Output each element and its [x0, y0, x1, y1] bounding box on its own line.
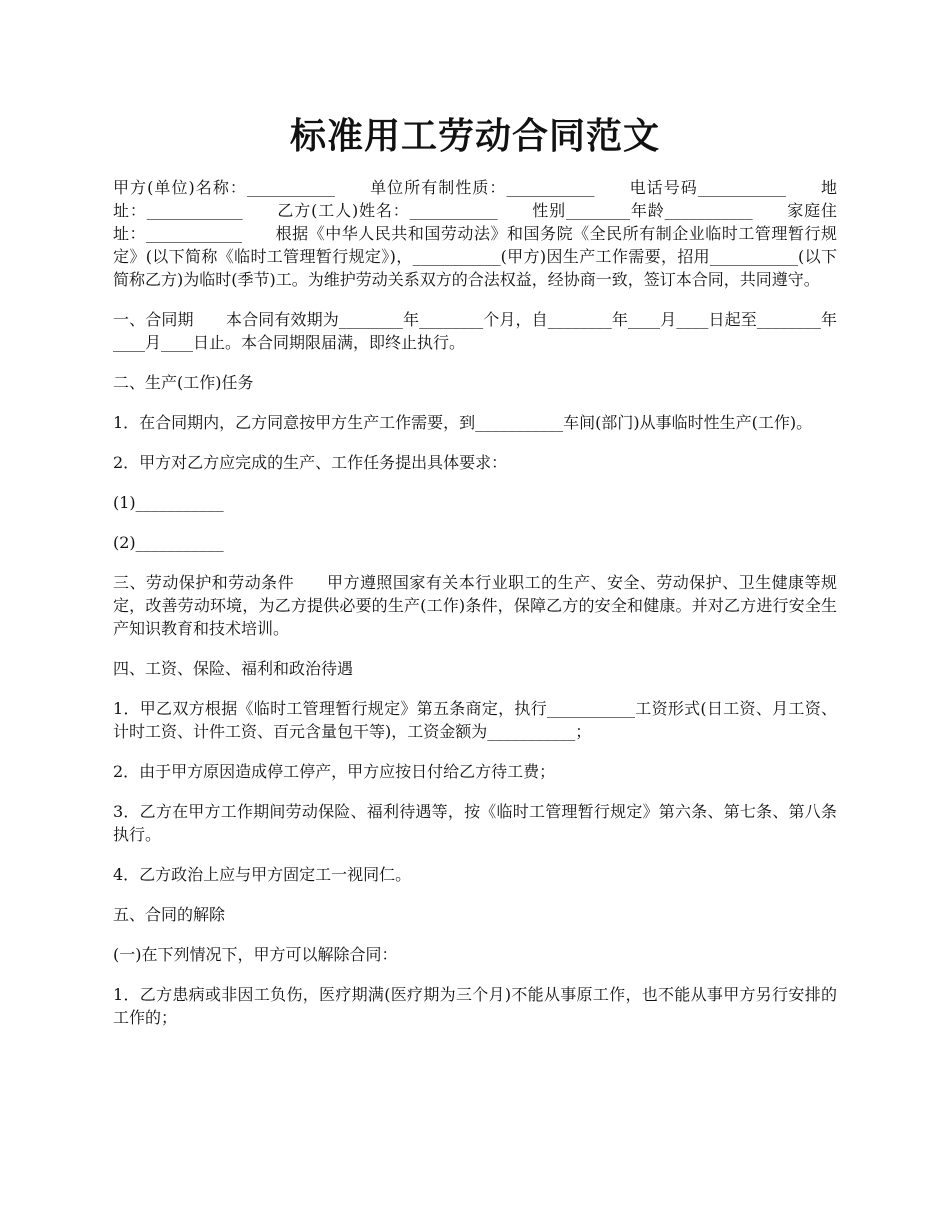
- document-page: [113, 108, 837, 1046]
- section-heading-wages: 四、工资、保险、福利和政治待遇: [113, 659, 354, 678]
- section-heading-termination: 五、合同的解除: [113, 905, 226, 924]
- wages-clause-3: 3．乙方在甲方工作期间劳动保险、福利待遇等，按《临时工管理暂行规定》第六条、第七条、第八条执行。: [113, 802, 837, 844]
- task-clause-2: 2．甲方对乙方应完成的生产、工作任务提出具体要求：: [113, 453, 508, 472]
- task-item-2: (2)___________: [113, 533, 224, 552]
- task-item-1: (1)___________: [113, 493, 224, 512]
- termination-subheading: (一)在下列情况下，甲方可以解除合同：: [113, 945, 398, 964]
- section-contract-term: 一、合同期 本合同有效期为________年________个月，自________年____月____日起至________年____月____日止。本合同期限届满，即终止执行。: [113, 310, 837, 352]
- wages-clause-4: 4．乙方政治上应与甲方固定工一视同仁。: [113, 865, 412, 884]
- wages-clause-1: 1．甲乙双方根据《临时工管理暂行规定》第五条商定，执行___________工资形式(日工资、月工资、计时工资、计件工资、百元含量包干等)，工资金额为___________；: [113, 699, 837, 741]
- section-heading-production-task: 二、生产(工作)任务: [113, 373, 254, 392]
- wages-clause-2: 2．由于甲方原因造成停工停产，甲方应按日付给乙方待工费；: [113, 762, 556, 781]
- document-title: 标准用工劳动合同范文: [289, 115, 660, 157]
- task-clause-1: 1．在合同期内，乙方同意按甲方生产工作需要，到___________车间(部门)从事临时性生产(工作)。: [113, 413, 813, 432]
- section-labor-protection: 三、劳动保护和劳动条件 甲方遵照国家有关本行业职工的生产、安全、劳动保护、卫生健康等规定，改善劳动环境，为乙方提供必要的生产(工作)条件，保障乙方的安全和健康。并对乙方进行安全生产知识教育和技术培训。: [113, 573, 837, 638]
- preamble-paragraph: 甲方(单位)名称：___________ 单位所有制性质：___________ 电话号码___________ 地址：____________ 乙方(工人)姓名：___________ 性别________年龄___________ 家庭住址：____________ 根据《中华人民共和国劳动法》和国务院《全民所有制企业临时工管理暂行规定》(以下简称《临时工管理暂行规定》)，___________(甲方)因生产工作需要，招用___________(以下简称乙方)为临时(季节)工。为维护劳动关系双方的合法权益，经协商一致，签订本合同，共同遵守。: [113, 178, 837, 289]
- termination-clause-1: 1．乙方患病或非因工负伤，医疗期满(医疗期为三个月)不能从事原工作，也不能从事甲方另行安排的工作的；: [113, 985, 837, 1027]
